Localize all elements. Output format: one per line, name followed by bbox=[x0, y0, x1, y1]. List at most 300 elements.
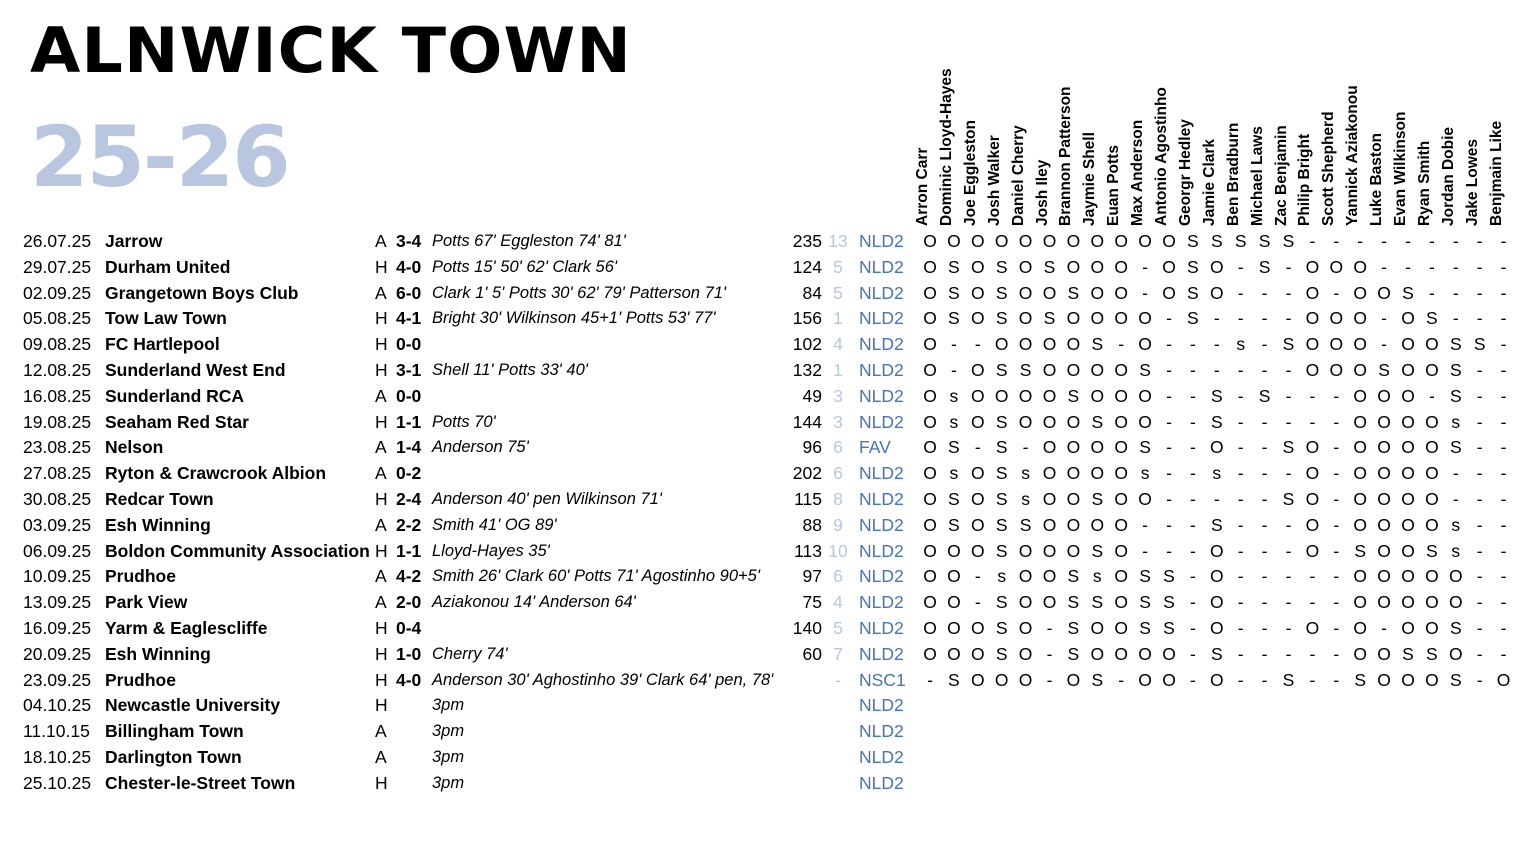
appearance-cell: O bbox=[1162, 231, 1176, 251]
player-name-label: Daniel Cherry bbox=[1009, 125, 1027, 226]
appearance-cell: O bbox=[1209, 282, 1224, 303]
appearance-cell: O bbox=[1377, 463, 1391, 484]
appearance-cell: - bbox=[1261, 618, 1268, 638]
appearance-cell: O bbox=[947, 566, 961, 587]
competition: NLD2 bbox=[859, 618, 904, 638]
match-score: 6-0 bbox=[396, 282, 422, 303]
appearance-cell: S bbox=[1210, 643, 1223, 664]
appearance-cell: S bbox=[1354, 669, 1367, 690]
appearance-cell: S bbox=[1139, 566, 1151, 587]
appearance-cell: s bbox=[1021, 489, 1030, 509]
opponent-name: Yarm & Eaglescliffe bbox=[105, 618, 268, 638]
appearance-cell: - bbox=[1357, 231, 1364, 251]
appearance-cell: - bbox=[1333, 643, 1340, 664]
appearance-cell: - bbox=[1046, 618, 1053, 638]
appearance-cell: - bbox=[1500, 489, 1507, 509]
appearance-cell: S bbox=[995, 592, 1008, 613]
appearance-cell: - bbox=[1237, 411, 1244, 432]
appearance-cell: O bbox=[1042, 385, 1057, 406]
appearance-cell: S bbox=[1258, 385, 1271, 406]
appearance-cell: - bbox=[1189, 540, 1196, 561]
appearance-cell: - bbox=[1500, 592, 1507, 613]
appearance-cell: - bbox=[1500, 282, 1507, 303]
appearance-cell: - bbox=[1213, 334, 1220, 355]
appearance-cell: O bbox=[1114, 566, 1128, 587]
scorers: 3pm bbox=[432, 696, 465, 715]
match-date: 25.10.25 bbox=[23, 772, 92, 793]
appearance-cell: S bbox=[1210, 514, 1223, 535]
appearance-cell: O bbox=[1114, 592, 1128, 613]
appearance-cell: O bbox=[1018, 334, 1033, 355]
competition: NLD2 bbox=[859, 256, 904, 277]
appearance-cell: O bbox=[947, 592, 961, 613]
player-name-label: Ryan Smith bbox=[1415, 140, 1433, 226]
appearance-cell: - bbox=[1189, 514, 1196, 535]
appearance-cell: - bbox=[1213, 489, 1220, 509]
fixture-row bbox=[0, 590, 1534, 616]
appearance-cell: - bbox=[1500, 411, 1507, 432]
competition: NLD2 bbox=[859, 695, 904, 716]
appearance-cell: O bbox=[1401, 618, 1415, 638]
league-position: 3 bbox=[833, 411, 843, 432]
opponent-name: Chester-le-Street Town bbox=[105, 772, 296, 793]
appearance-cell: O bbox=[1066, 308, 1081, 329]
appearance-cell: - bbox=[1476, 437, 1483, 458]
appearance-cell: - bbox=[1476, 540, 1483, 561]
home-away: A bbox=[375, 514, 387, 535]
appearance-cell: O bbox=[1401, 334, 1415, 355]
appearance-cell: S bbox=[1282, 669, 1295, 690]
appearance-cell: O bbox=[1425, 334, 1439, 355]
match-score: 0-0 bbox=[396, 334, 422, 355]
appearance-cell: - bbox=[1166, 308, 1172, 329]
match-date: 11.10.15 bbox=[23, 721, 90, 742]
appearance-cell: O bbox=[947, 231, 961, 251]
appearance-cell: S bbox=[995, 643, 1008, 664]
appearance-cell: s bbox=[1236, 334, 1246, 355]
league-position: 4 bbox=[833, 334, 843, 355]
appearance-cell: - bbox=[1118, 334, 1125, 355]
appearance-cell: O bbox=[1329, 308, 1344, 329]
match-date: 06.09.25 bbox=[23, 540, 92, 561]
appearance-cell: O bbox=[947, 540, 961, 561]
appearance-cell: O bbox=[1305, 334, 1320, 355]
competition: NLD2 bbox=[859, 566, 904, 587]
appearance-cell: O bbox=[1018, 411, 1033, 432]
appearance-cell: O bbox=[1114, 308, 1128, 329]
appearance-cell: O bbox=[1401, 566, 1415, 587]
appearance-cell: s bbox=[1212, 463, 1222, 484]
attendance: 124 bbox=[792, 256, 822, 277]
appearance-cell: O bbox=[1066, 669, 1081, 690]
appearance-cell: S bbox=[1091, 334, 1104, 355]
match-date: 23.08.25 bbox=[23, 437, 92, 458]
match-date: 26.07.25 bbox=[23, 231, 92, 251]
appearance-cell: - bbox=[1428, 385, 1435, 406]
appearance-cell: O bbox=[1042, 592, 1057, 613]
appearance-cell: O bbox=[1353, 463, 1367, 484]
appearance-cell: S bbox=[948, 669, 960, 690]
appearance-cell: O bbox=[1114, 282, 1128, 303]
appearance-cell: O bbox=[970, 360, 985, 380]
home-away: A bbox=[375, 385, 387, 406]
appearance-cell: O bbox=[1114, 256, 1128, 277]
appearance-cell: O bbox=[1090, 437, 1105, 458]
competition: NLD2 bbox=[859, 721, 904, 742]
appearance-cell: O bbox=[1448, 566, 1463, 587]
appearance-cell: O bbox=[1353, 308, 1367, 329]
appearance-cell: O bbox=[1114, 231, 1128, 251]
scorers: Bright 30' Wilkinson 45+1' Potts 53' 77' bbox=[432, 309, 716, 328]
appearance-cell: S bbox=[1449, 618, 1462, 638]
appearance-cell: O bbox=[1425, 618, 1439, 638]
appearance-cell: - bbox=[1452, 489, 1459, 509]
appearance-cell: O bbox=[1448, 592, 1463, 613]
appearance-cell: - bbox=[1261, 411, 1268, 432]
appearance-cell: O bbox=[1329, 334, 1344, 355]
appearance-cell: O bbox=[1066, 231, 1081, 251]
appearance-cell: S bbox=[1163, 618, 1175, 638]
appearance-cell: O bbox=[1042, 334, 1057, 355]
appearance-cell: - bbox=[1476, 231, 1483, 251]
opponent-name: Prudhoe bbox=[105, 566, 176, 587]
opponent-name: Prudhoe bbox=[105, 669, 176, 690]
appearance-cell: - bbox=[1189, 618, 1196, 638]
appearance-cell: O bbox=[1018, 592, 1033, 613]
appearance-cell: S bbox=[1449, 385, 1462, 406]
appearance-cell: - bbox=[1237, 385, 1244, 406]
appearance-cell: - bbox=[950, 334, 957, 355]
appearance-cell: O bbox=[1066, 411, 1081, 432]
appearance-cell: S bbox=[1043, 308, 1056, 329]
match-date: 16.09.25 bbox=[23, 618, 92, 638]
appearance-cell: - bbox=[1189, 334, 1196, 355]
appearance-cell: O bbox=[1377, 282, 1391, 303]
opponent-name: Esh Winning bbox=[105, 514, 211, 535]
appearance-cell: O bbox=[923, 618, 937, 638]
appearance-cell: O bbox=[1018, 308, 1033, 329]
appearance-cell: O bbox=[970, 643, 985, 664]
appearance-cell: S bbox=[1067, 592, 1080, 613]
appearance-cell: O bbox=[1448, 643, 1463, 664]
appearance-cell: O bbox=[970, 411, 985, 432]
fixture-row bbox=[0, 410, 1534, 436]
appearance-cell: S bbox=[995, 282, 1008, 303]
appearance-cell: O bbox=[1114, 489, 1128, 509]
opponent-name: Seaham Red Star bbox=[105, 411, 249, 432]
appearance-cell: O bbox=[1305, 308, 1320, 329]
appearance-cell: O bbox=[1114, 411, 1128, 432]
appearance-cell: - bbox=[1476, 411, 1483, 432]
appearance-cell: O bbox=[1018, 540, 1033, 561]
appearance-cell: - bbox=[1189, 385, 1196, 406]
match-date: 16.08.25 bbox=[23, 385, 92, 406]
appearance-cell: O bbox=[923, 489, 937, 509]
appearance-cell: O bbox=[923, 385, 937, 406]
appearance-cell: O bbox=[947, 618, 961, 638]
appearance-cell: O bbox=[970, 231, 985, 251]
attendance: 84 bbox=[802, 282, 822, 303]
appearance-cell: O bbox=[923, 463, 937, 484]
fixture-row bbox=[0, 693, 1534, 719]
appearance-cell: O bbox=[1305, 463, 1320, 484]
attendance: 144 bbox=[792, 411, 822, 432]
appearance-cell: - bbox=[1476, 643, 1483, 664]
appearance-cell: O bbox=[1018, 282, 1033, 303]
appearance-cell: O bbox=[1138, 308, 1152, 329]
appearance-cell: O bbox=[1066, 489, 1081, 509]
appearance-cell: O bbox=[1018, 566, 1033, 587]
appearance-cell: O bbox=[923, 540, 937, 561]
appearance-cell: O bbox=[1305, 514, 1320, 535]
home-away: H bbox=[375, 695, 388, 716]
player-name-label: Euan Potts bbox=[1105, 145, 1123, 226]
appearance-cell: O bbox=[1377, 385, 1391, 406]
appearance-cell: O bbox=[923, 514, 937, 535]
appearance-cell: O bbox=[1377, 411, 1391, 432]
match-score: 0-2 bbox=[396, 463, 422, 484]
appearance-cell: O bbox=[994, 385, 1009, 406]
opponent-name: Redcar Town bbox=[105, 489, 214, 509]
appearance-cell: - bbox=[1333, 618, 1340, 638]
appearance-cell: O bbox=[970, 618, 985, 638]
appearance-cell: S bbox=[1282, 437, 1295, 458]
appearance-cell: S bbox=[1067, 618, 1080, 638]
fixture-row bbox=[0, 642, 1534, 668]
appearance-cell: O bbox=[1305, 540, 1320, 561]
appearance-cell: O bbox=[1138, 334, 1152, 355]
league-position: 13 bbox=[828, 231, 848, 251]
appearance-cell: O bbox=[970, 514, 985, 535]
league-position: 6 bbox=[833, 437, 843, 458]
appearance-cell: O bbox=[1209, 540, 1224, 561]
appearance-cell: S bbox=[1449, 437, 1462, 458]
scorers: Shell 11' Potts 33' 40' bbox=[432, 361, 588, 379]
appearance-cell: S bbox=[1210, 385, 1223, 406]
appearance-cell: - bbox=[1476, 282, 1483, 303]
appearance-cell: O bbox=[923, 256, 937, 277]
appearance-cell: - bbox=[1500, 618, 1507, 638]
appearance-cell: - bbox=[1166, 334, 1172, 355]
appearance-cell: - bbox=[1476, 566, 1483, 587]
club-title: ALNWICK TOWN bbox=[30, 14, 632, 87]
appearance-cell: O bbox=[947, 643, 961, 664]
appearance-cell: O bbox=[1018, 643, 1033, 664]
home-away: H bbox=[375, 618, 388, 638]
appearance-cell: S bbox=[995, 540, 1008, 561]
appearance-cell: - bbox=[1237, 669, 1244, 690]
appearance-cell: S bbox=[1402, 643, 1414, 664]
appearance-cell: O bbox=[923, 282, 937, 303]
appearance-cell: O bbox=[1401, 514, 1415, 535]
appearance-cell: O bbox=[970, 282, 985, 303]
appearance-cell: - bbox=[1285, 385, 1292, 406]
appearance-cell: - bbox=[1237, 566, 1244, 587]
home-away: A bbox=[375, 747, 387, 767]
appearance-cell: S bbox=[948, 437, 960, 458]
opponent-name: Durham United bbox=[105, 256, 231, 277]
appearance-cell: S bbox=[1091, 540, 1104, 561]
appearance-cell: S bbox=[948, 308, 960, 329]
appearance-cell: - bbox=[1476, 489, 1483, 509]
attendance: 60 bbox=[802, 643, 822, 664]
appearance-cell: - bbox=[1333, 282, 1340, 303]
appearance-cell: - bbox=[1309, 385, 1316, 406]
appearance-cell: O bbox=[1377, 566, 1391, 587]
appearance-cell: S bbox=[1091, 669, 1104, 690]
player-name-label: Brannon Patterson bbox=[1057, 86, 1075, 226]
appearance-cell: - bbox=[1309, 231, 1316, 251]
appearance-cell: S bbox=[1067, 282, 1080, 303]
scorers: Smith 26' Clark 60' Potts 71' Agostinho 90+5' bbox=[432, 567, 760, 586]
appearance-cell: - bbox=[1381, 308, 1387, 329]
player-name bbox=[1248, 36, 1276, 226]
appearance-cell: O bbox=[1401, 540, 1415, 561]
appearance-cell: O bbox=[1377, 540, 1391, 561]
appearance-cell: O bbox=[1066, 334, 1081, 355]
appearance-cell: - bbox=[1452, 308, 1459, 329]
appearance-cell: - bbox=[1309, 592, 1316, 613]
appearance-cell: - bbox=[1381, 334, 1387, 355]
appearance-cell: O bbox=[1353, 334, 1367, 355]
appearance-cell: S bbox=[1282, 231, 1295, 251]
competition: NLD2 bbox=[859, 308, 904, 329]
appearance-cell: - bbox=[1285, 308, 1292, 329]
appearance-cell: O bbox=[1162, 643, 1176, 664]
appearance-cell: - bbox=[1476, 669, 1483, 690]
competition: NLD2 bbox=[859, 592, 904, 613]
appearance-cell: - bbox=[1261, 334, 1268, 355]
appearance-cell: O bbox=[1377, 592, 1391, 613]
fixture-row bbox=[0, 384, 1534, 410]
competition: NSC1 bbox=[859, 669, 906, 690]
appearance-cell: - bbox=[1500, 514, 1507, 535]
appearance-cell: - bbox=[1476, 514, 1483, 535]
fixture-row bbox=[0, 668, 1534, 694]
appearance-cell: - bbox=[1428, 231, 1435, 251]
fixture-row bbox=[0, 229, 1534, 255]
appearance-cell: - bbox=[1261, 540, 1268, 561]
appearance-cell: - bbox=[1333, 489, 1340, 509]
attendance: 235 bbox=[792, 231, 822, 251]
appearance-cell: O bbox=[1209, 592, 1224, 613]
appearance-cell: - bbox=[1142, 514, 1148, 535]
appearance-cell: O bbox=[1042, 360, 1057, 380]
appearance-cell: O bbox=[1090, 385, 1105, 406]
appearance-cell: - bbox=[1476, 308, 1483, 329]
scorers: Clark 1' 5' Potts 30' 62' 79' Patterson 71' bbox=[432, 283, 727, 302]
appearance-cell: O bbox=[923, 643, 937, 664]
appearance-cell: O bbox=[1353, 256, 1367, 277]
appearance-cell: O bbox=[1114, 360, 1128, 380]
appearance-cell: - bbox=[1500, 643, 1507, 664]
appearance-cell: O bbox=[1353, 618, 1367, 638]
scorers: Smith 41' OG 89' bbox=[432, 515, 557, 534]
home-away: A bbox=[375, 592, 387, 613]
appearance-cell: O bbox=[1401, 489, 1415, 509]
appearance-cell: - bbox=[1285, 592, 1292, 613]
match-score: 2-0 bbox=[396, 592, 422, 613]
appearance-cell: - bbox=[1261, 514, 1268, 535]
appearance-cell: s bbox=[1140, 463, 1150, 484]
appearance-cell: O bbox=[1162, 669, 1176, 690]
appearance-cell: O bbox=[1353, 282, 1367, 303]
competition: NLD2 bbox=[859, 282, 904, 303]
appearance-cell: - bbox=[1500, 308, 1507, 329]
appearance-cell: O bbox=[1425, 669, 1439, 690]
attendance: 132 bbox=[792, 360, 822, 380]
opponent-name: Sunderland RCA bbox=[105, 385, 245, 406]
appearance-cell: - bbox=[1189, 360, 1196, 380]
appearance-cell: O bbox=[1114, 463, 1128, 484]
home-away: H bbox=[375, 540, 388, 561]
appearance-cell: S bbox=[995, 256, 1008, 277]
appearance-cell: - bbox=[950, 360, 957, 380]
home-away: A bbox=[375, 566, 387, 587]
appearance-cell: - bbox=[1500, 334, 1507, 355]
fixture-row bbox=[0, 281, 1534, 307]
appearance-cell: - bbox=[1309, 669, 1316, 690]
appearance-cell: S bbox=[948, 282, 960, 303]
home-away: H bbox=[375, 772, 388, 793]
opponent-name: Sunderland West End bbox=[105, 360, 286, 380]
appearance-cell: - bbox=[1285, 256, 1292, 277]
match-score: 4-1 bbox=[396, 308, 422, 329]
player-name-label: Luke Baston bbox=[1368, 132, 1386, 226]
appearance-cell: - bbox=[1500, 360, 1507, 380]
scorers: Lloyd-Hayes 35' bbox=[432, 541, 550, 560]
appearance-cell: - bbox=[1333, 437, 1340, 458]
player-name-label: Joe Eggleston bbox=[961, 120, 979, 226]
appearance-cell: - bbox=[1452, 463, 1459, 484]
appearance-cell: S bbox=[995, 618, 1008, 638]
appearance-cell: O bbox=[923, 411, 937, 432]
player-name-label: Michael Laws bbox=[1248, 126, 1266, 226]
appearance-cell: - bbox=[1405, 256, 1411, 277]
appearance-cell: - bbox=[1333, 514, 1340, 535]
appearance-cell: O bbox=[1353, 592, 1367, 613]
appearance-cell: O bbox=[1042, 411, 1057, 432]
appearance-cell: - bbox=[1189, 592, 1196, 613]
match-date: 20.09.25 bbox=[23, 643, 92, 664]
fixture-row bbox=[0, 539, 1534, 565]
appearance-cell: - bbox=[1500, 463, 1507, 484]
appearance-cell: S bbox=[1473, 334, 1486, 355]
appearance-cell: O bbox=[970, 540, 985, 561]
appearance-cell: O bbox=[1353, 411, 1367, 432]
appearance-cell: - bbox=[1476, 385, 1483, 406]
appearance-cell: s bbox=[1451, 411, 1461, 432]
home-away: H bbox=[375, 256, 388, 277]
appearance-cell: - bbox=[1237, 514, 1244, 535]
opponent-name: Newcastle University bbox=[105, 695, 281, 716]
appearance-cell: O bbox=[1042, 540, 1057, 561]
appearance-cell: S bbox=[1426, 308, 1438, 329]
appearance-cell: O bbox=[1090, 618, 1105, 638]
season-label: 25-26 bbox=[30, 108, 289, 206]
home-away: A bbox=[375, 437, 387, 458]
fixture-row bbox=[0, 255, 1534, 281]
appearance-cell: - bbox=[1189, 669, 1196, 690]
appearance-cell: O bbox=[1114, 385, 1128, 406]
appearance-cell: - bbox=[1237, 256, 1244, 277]
appearance-cell: O bbox=[1138, 411, 1152, 432]
appearance-cell: O bbox=[994, 231, 1009, 251]
appearance-cell: S bbox=[948, 256, 960, 277]
appearance-cell: O bbox=[1425, 360, 1439, 380]
appearance-cell: O bbox=[1305, 282, 1320, 303]
appearance-cell: - bbox=[1142, 540, 1148, 561]
